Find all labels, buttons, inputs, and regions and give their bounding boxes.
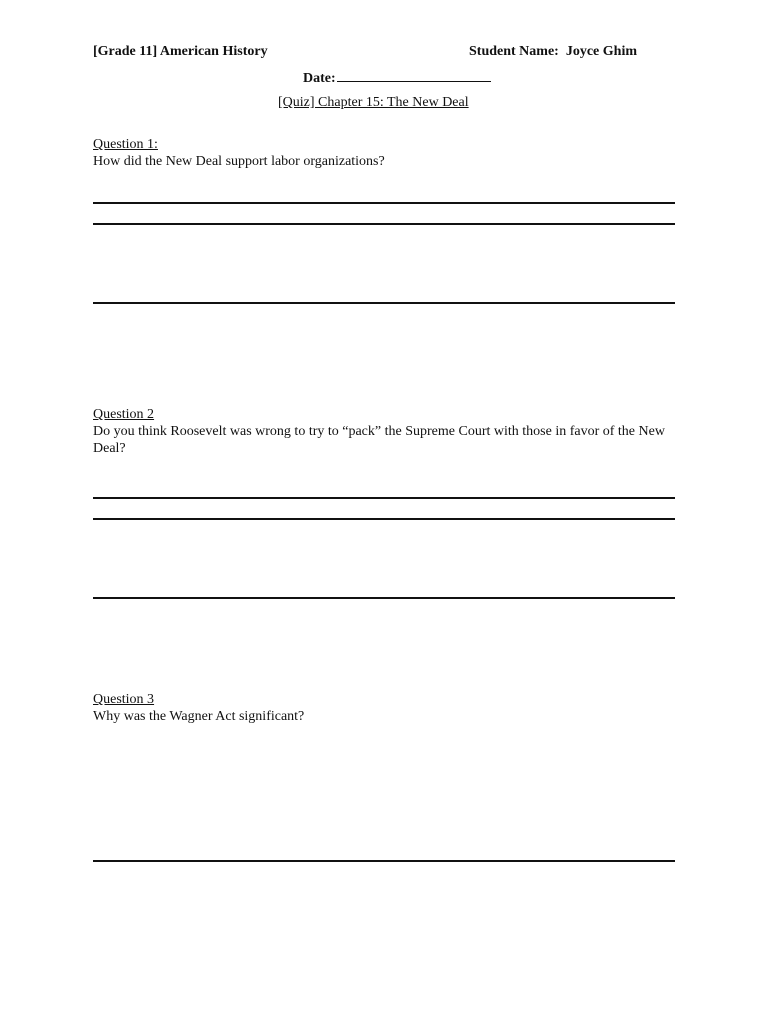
answer-line bbox=[93, 597, 675, 599]
answer-line bbox=[93, 302, 675, 304]
answer-line bbox=[93, 860, 675, 862]
date-field bbox=[303, 68, 491, 87]
student-name-block bbox=[469, 43, 637, 60]
question-2-label: Question 2 bbox=[93, 407, 155, 422]
student-name-label: Student Name: bbox=[469, 44, 559, 59]
answer-line bbox=[93, 497, 675, 499]
course-title: [Grade 11] American History bbox=[93, 44, 268, 59]
quiz-title: [Quiz] Chapter 15: The New Deal bbox=[278, 95, 469, 110]
question-3-text: Why was the Wagner Act significant? bbox=[93, 709, 305, 724]
student-name-value: Joyce Ghim bbox=[565, 44, 637, 59]
date-label: Date: bbox=[303, 71, 336, 86]
date-blank-line bbox=[337, 68, 491, 82]
answer-line bbox=[93, 223, 675, 225]
question-1-label: Question 1: bbox=[93, 137, 158, 152]
answer-line bbox=[93, 202, 675, 204]
answer-line bbox=[93, 518, 675, 520]
question-1-text: How did the New Deal support labor organizations? bbox=[93, 154, 385, 169]
question-2-text: Do you think Roosevelt was wrong to try to “pack” the Supreme Court with those in favor of the New Deal? bbox=[93, 424, 665, 456]
question-3-label: Question 3 bbox=[93, 692, 155, 707]
